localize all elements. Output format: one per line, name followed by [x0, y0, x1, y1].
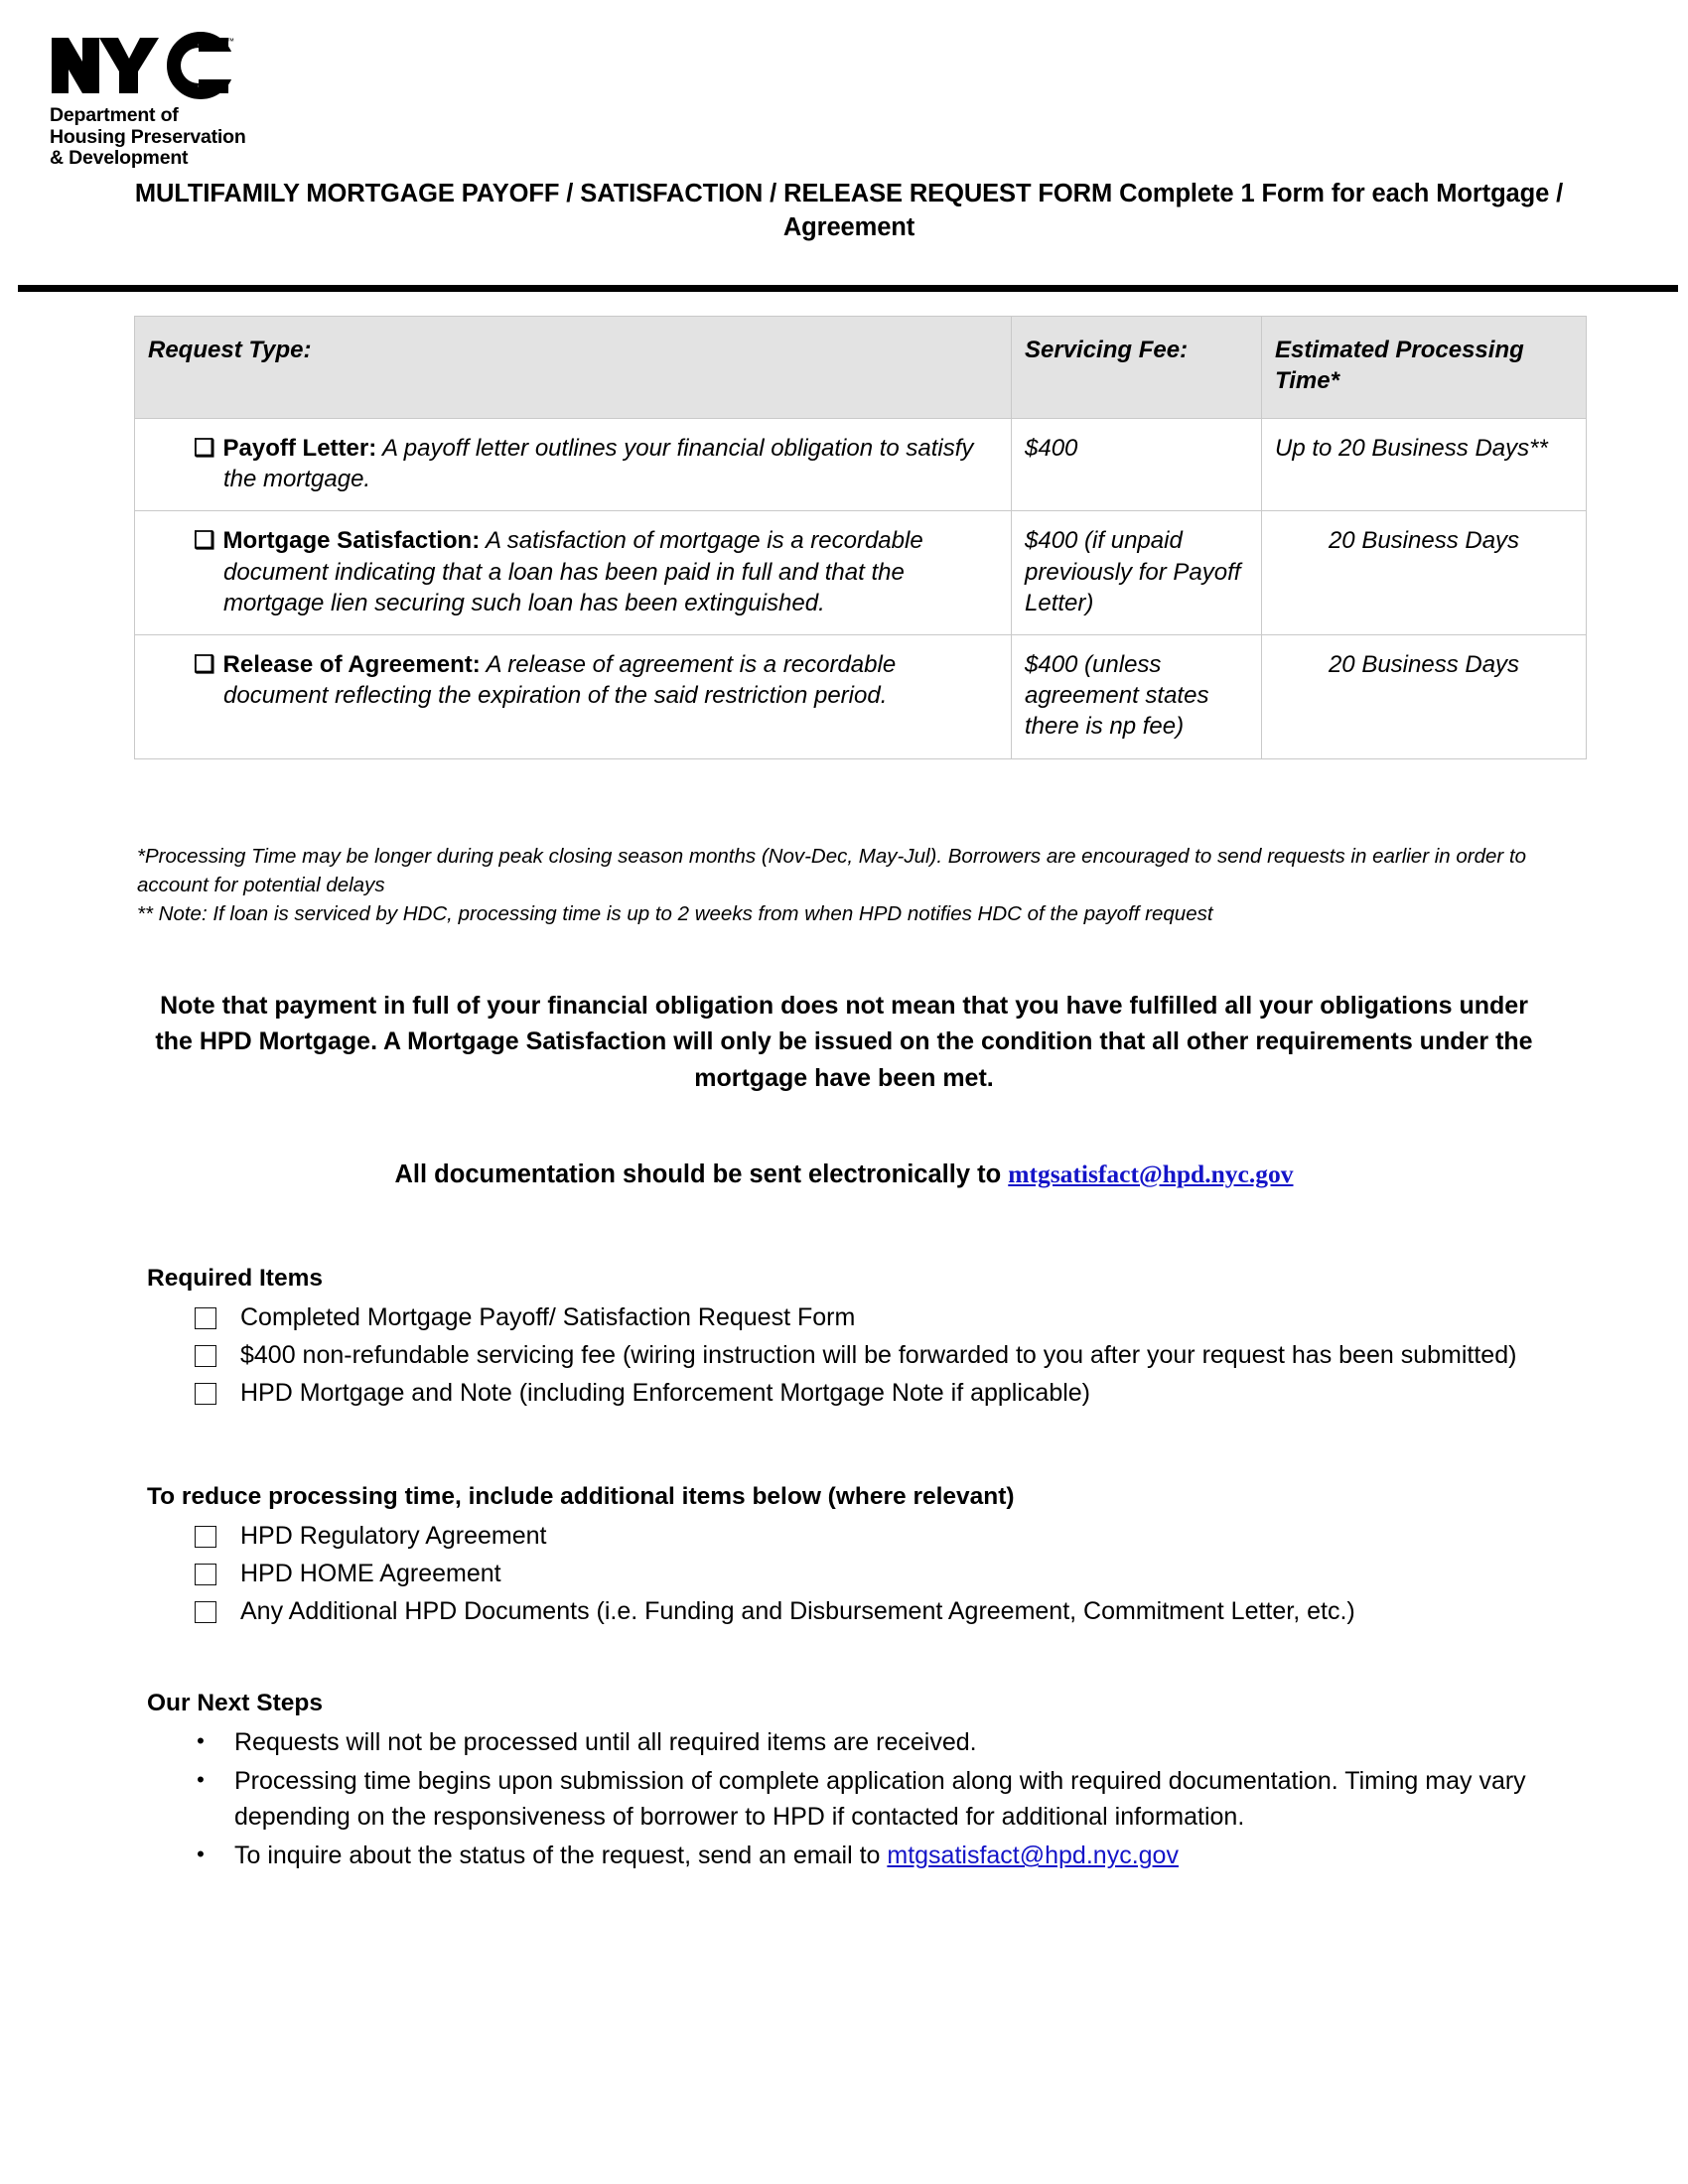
- next-steps-section: [147, 1688, 1557, 1878]
- column-header-servicing-fee: Servicing Fee:: [1012, 317, 1262, 419]
- department-name: [50, 105, 348, 170]
- list-item[interactable]: [147, 1338, 1557, 1373]
- next-steps-list: [147, 1725, 1557, 1874]
- bullet-icon: •: [197, 1842, 205, 1867]
- column-header-processing-time: Estimated Processing Time*: [1262, 317, 1587, 419]
- list-item-label: Any Additional HPD Documents (i.e. Funding and Disbursement Agreement, Commitment Letter, etc.): [240, 1596, 1355, 1625]
- request-type-description: A release of agreement is a recordable document reflecting the expiration of the said restriction period.: [223, 650, 897, 710]
- department-line-1: Department of: [50, 104, 179, 126]
- request-type-cell: [135, 634, 1012, 758]
- list-item-label: Processing time begins upon submission of complete application along with required documentation. Timing may vary depending on the responsiveness of borrower to HPD if contacted for additional information.: [234, 1767, 1526, 1831]
- documentation-email-line: [149, 1160, 1539, 1189]
- list-item-label: HPD Regulatory Agreement: [240, 1521, 547, 1550]
- request-type-description: A satisfaction of mortgage is a recordable document indicating that a loan has been paid in full and that the mortgage lien securing such loan has been extinguished.: [223, 527, 923, 616]
- department-line-2: Housing Preservation: [50, 125, 246, 148]
- required-items-section: [147, 1263, 1557, 1414]
- header-divider: [18, 285, 1678, 292]
- table-footnotes: [137, 842, 1527, 928]
- table-header-row: [135, 317, 1587, 419]
- table-row: [135, 634, 1587, 758]
- checkbox-icon[interactable]: [195, 1383, 216, 1405]
- list-item-label: [234, 1839, 1557, 1874]
- agency-masthead: [50, 30, 348, 170]
- table-row: [135, 511, 1587, 635]
- list-item-label: HPD HOME Agreement: [240, 1559, 501, 1587]
- list-item[interactable]: [147, 1300, 1557, 1335]
- list-item[interactable]: [147, 1594, 1557, 1629]
- additional-items-list: [147, 1519, 1557, 1629]
- processing-time-cell: 20 Business Days: [1262, 634, 1587, 758]
- servicing-fee-cell: $400: [1012, 419, 1262, 511]
- bullet-icon: •: [197, 1727, 205, 1753]
- status-inquiry-email-link[interactable]: mtgsatisfact@hpd.nyc.gov: [887, 1842, 1179, 1870]
- servicing-fee-cell: $400 (if unpaid previously for Payoff Letter): [1012, 511, 1262, 635]
- list-item: [147, 1764, 1557, 1835]
- request-type-label: Payoff Letter:: [222, 435, 377, 462]
- list-item[interactable]: [147, 1519, 1557, 1554]
- checkbox-icon[interactable]: [195, 1526, 216, 1548]
- processing-time-cell: Up to 20 Business Days**: [1262, 419, 1587, 511]
- department-line-3: & Development: [50, 147, 189, 170]
- page-title-line-1: MULTIFAMILY MORTGAGE PAYOFF / SATISFACTION / RELEASE REQUEST FORM Complete 1 Form: [134, 180, 1325, 207]
- page-title-line-2: for each Mortgage / Agreement: [782, 180, 1564, 242]
- checkbox-release-of-agreement[interactable]: ❑: [194, 650, 215, 678]
- nyc-logo-icon: [50, 30, 238, 101]
- svg-text:™: ™: [226, 37, 234, 46]
- page-title: [119, 177, 1579, 244]
- list-item-label: Completed Mortgage Payoff/ Satisfaction Request Form: [240, 1302, 856, 1331]
- bullet-icon: •: [197, 1767, 205, 1793]
- list-item: [147, 1725, 1557, 1761]
- list-item-label: Requests will not be processed until all required items are received.: [234, 1727, 977, 1756]
- footnote-processing-time: *Processing Time may be longer during peak closing season months (Nov-Dec, May-Jul). Borrowers are encouraged to send requests in earlier in order to account for potential delays: [137, 845, 1527, 897]
- processing-time-cell: 20 Business Days: [1262, 511, 1587, 635]
- request-type-cell: [135, 419, 1012, 511]
- checkbox-icon[interactable]: [195, 1564, 216, 1585]
- list-item[interactable]: [147, 1557, 1557, 1591]
- required-items-list: [147, 1300, 1557, 1411]
- checkbox-payoff-letter[interactable]: ❑: [194, 435, 215, 462]
- request-type-description: A payoff letter outlines your financial obligation to satisfy the mortgage.: [223, 435, 974, 493]
- list-item-label: HPD Mortgage and Note (including Enforcement Mortgage Note if applicable): [240, 1378, 1091, 1407]
- required-items-heading: Required Items: [147, 1265, 323, 1292]
- checkbox-mortgage-satisfaction[interactable]: ❑: [194, 527, 215, 555]
- request-type-label: Release of Agreement:: [222, 650, 481, 678]
- list-item[interactable]: [147, 1376, 1557, 1411]
- additional-items-section: [147, 1481, 1557, 1632]
- column-header-request-type: Request Type:: [135, 317, 1012, 419]
- list-item: [147, 1839, 1557, 1874]
- request-type-label: Mortgage Satisfaction:: [222, 527, 481, 555]
- checkbox-icon[interactable]: [195, 1345, 216, 1367]
- table-row: [135, 419, 1587, 511]
- documentation-email-prefix: All documentation should be sent electronically to: [394, 1160, 1009, 1188]
- footnote-hdc-note: ** Note: If loan is serviced by HDC, processing time is up to 2 weeks from when HPD notifies HDC of the payoff request: [137, 902, 1213, 926]
- request-type-table: [134, 316, 1587, 759]
- next-steps-heading: Our Next Steps: [147, 1690, 323, 1716]
- checkbox-icon[interactable]: [195, 1601, 216, 1623]
- next-steps-text: To inquire about the status of the request, send an email to: [234, 1842, 888, 1870]
- servicing-fee-cell: $400 (unless agreement states there is np fee): [1012, 634, 1262, 758]
- list-item-label: $400 non-refundable servicing fee (wiring instruction will be forwarded to you after your request has been submitted): [240, 1340, 1517, 1369]
- request-type-cell: [135, 511, 1012, 635]
- documentation-email-link[interactable]: mtgsatisfact@hpd.nyc.gov: [1008, 1160, 1294, 1188]
- obligation-note: Note that payment in full of your financial obligation does not mean that you have fulfilled all your obligations under the HPD Mortgage. A Mortgage Satisfaction will only be issued on the condition that all other requirements under the mortgage have been met.: [155, 992, 1533, 1092]
- additional-items-heading: To reduce processing time, include additional items below (where relevant): [147, 1483, 1015, 1510]
- checkbox-icon[interactable]: [195, 1307, 216, 1329]
